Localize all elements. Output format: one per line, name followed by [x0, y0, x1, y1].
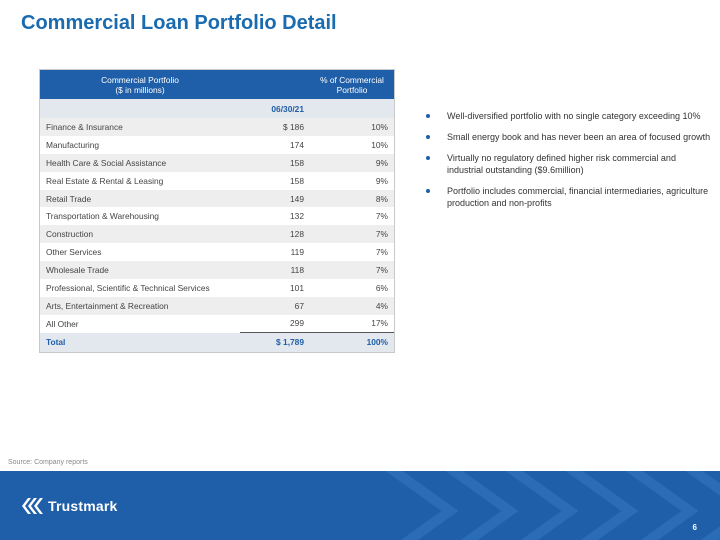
bullet-text: Small energy book and has never been an area of focused growth — [447, 132, 711, 142]
cell-amount: $ 186 — [240, 118, 310, 136]
table-row — [40, 118, 394, 136]
cell-category: Finance & Insurance — [40, 118, 240, 136]
total-pct: 100% — [310, 333, 394, 352]
cell-pct: 7% — [310, 207, 394, 225]
table-row — [40, 225, 394, 243]
cell-amount: 158 — [240, 154, 310, 172]
footer-bar — [0, 471, 720, 540]
header-amount — [240, 70, 310, 99]
cell-pct: 7% — [310, 225, 394, 243]
bullet-dot-icon — [426, 114, 430, 118]
cell-pct: 9% — [310, 154, 394, 172]
table-row — [40, 154, 394, 172]
cell-category: Arts, Entertainment & Recreation — [40, 297, 240, 315]
cell-pct: 10% — [310, 118, 394, 136]
trustmark-logo-icon — [20, 496, 44, 516]
table-row — [40, 297, 394, 315]
table-header-row — [40, 70, 394, 99]
cell-category: Manufacturing — [40, 136, 240, 154]
cell-pct: 17% — [310, 315, 394, 333]
cell-pct: 6% — [310, 279, 394, 297]
page-number: 6 — [692, 523, 697, 532]
bullet-item — [424, 152, 714, 176]
bullet-text: Portfolio includes commercial, financial intermediaries, agriculture production and non-profits — [447, 186, 709, 208]
table-row — [40, 172, 394, 190]
bullet-dot-icon — [426, 135, 430, 139]
cell-pct: 10% — [310, 136, 394, 154]
brand-name: Trustmark — [48, 498, 118, 514]
chevron-pattern-decoration — [320, 471, 720, 540]
cell-pct: 8% — [310, 190, 394, 208]
page-title: Commercial Loan Portfolio Detail — [21, 12, 337, 34]
source-note: Source: Company reports — [8, 459, 88, 466]
cell-category: Health Care & Social Assistance — [40, 154, 240, 172]
bullet-item — [424, 110, 714, 122]
cell-pct: 9% — [310, 172, 394, 190]
cell-pct: 4% — [310, 297, 394, 315]
bullet-dot-icon — [426, 189, 430, 193]
cell-category: Other Services — [40, 243, 240, 261]
date-label: 06/30/21 — [240, 99, 310, 118]
table-row — [40, 207, 394, 225]
cell-category: Construction — [40, 225, 240, 243]
bullet-item — [424, 185, 714, 209]
header-pct-line2: Portfolio — [336, 84, 368, 95]
bullet-list — [424, 110, 714, 218]
header-pct-line1: % of Commercial — [320, 74, 384, 85]
bullet-dot-icon — [426, 156, 430, 160]
cell-pct: 7% — [310, 243, 394, 261]
cell-category: Professional, Scientific & Technical Services — [40, 279, 240, 297]
cell-amount: 118 — [240, 261, 310, 279]
commercial-portfolio-table — [39, 69, 395, 353]
table-row — [40, 279, 394, 297]
table-row — [40, 243, 394, 261]
cell-amount: 158 — [240, 172, 310, 190]
date-row — [40, 99, 394, 118]
cell-amount: 101 — [240, 279, 310, 297]
header-category — [40, 70, 240, 99]
cell-pct: 7% — [310, 261, 394, 279]
cell-category: Wholesale Trade — [40, 261, 240, 279]
header-category-line1: Commercial Portfolio — [101, 74, 179, 85]
header-percent — [310, 70, 394, 99]
header-category-line2: ($ in millions) — [115, 84, 165, 95]
table-row — [40, 261, 394, 279]
cell-amount: 119 — [240, 243, 310, 261]
total-category: Total — [40, 333, 240, 352]
cell-amount: 299 — [240, 315, 310, 333]
bullet-text: Virtually no regulatory defined higher risk commercial and industrial outstanding ($9.6million) — [447, 153, 676, 175]
cell-amount: 132 — [240, 207, 310, 225]
cell-amount: 174 — [240, 136, 310, 154]
cell-amount: 128 — [240, 225, 310, 243]
trustmark-logo — [20, 496, 118, 516]
total-row — [40, 333, 394, 352]
total-amount: $ 1,789 — [240, 333, 310, 352]
portfolio-table — [40, 70, 394, 352]
bullet-item — [424, 131, 714, 143]
table-row — [40, 315, 394, 333]
cell-category: Real Estate & Rental & Leasing — [40, 172, 240, 190]
cell-amount: 149 — [240, 190, 310, 208]
cell-amount: 67 — [240, 297, 310, 315]
cell-category: Transportation & Warehousing — [40, 207, 240, 225]
bullet-text: Well-diversified portfolio with no single category exceeding 10% — [447, 111, 701, 121]
table-row — [40, 190, 394, 208]
cell-category: All Other — [40, 315, 240, 333]
table-row — [40, 136, 394, 154]
cell-category: Retail Trade — [40, 190, 240, 208]
